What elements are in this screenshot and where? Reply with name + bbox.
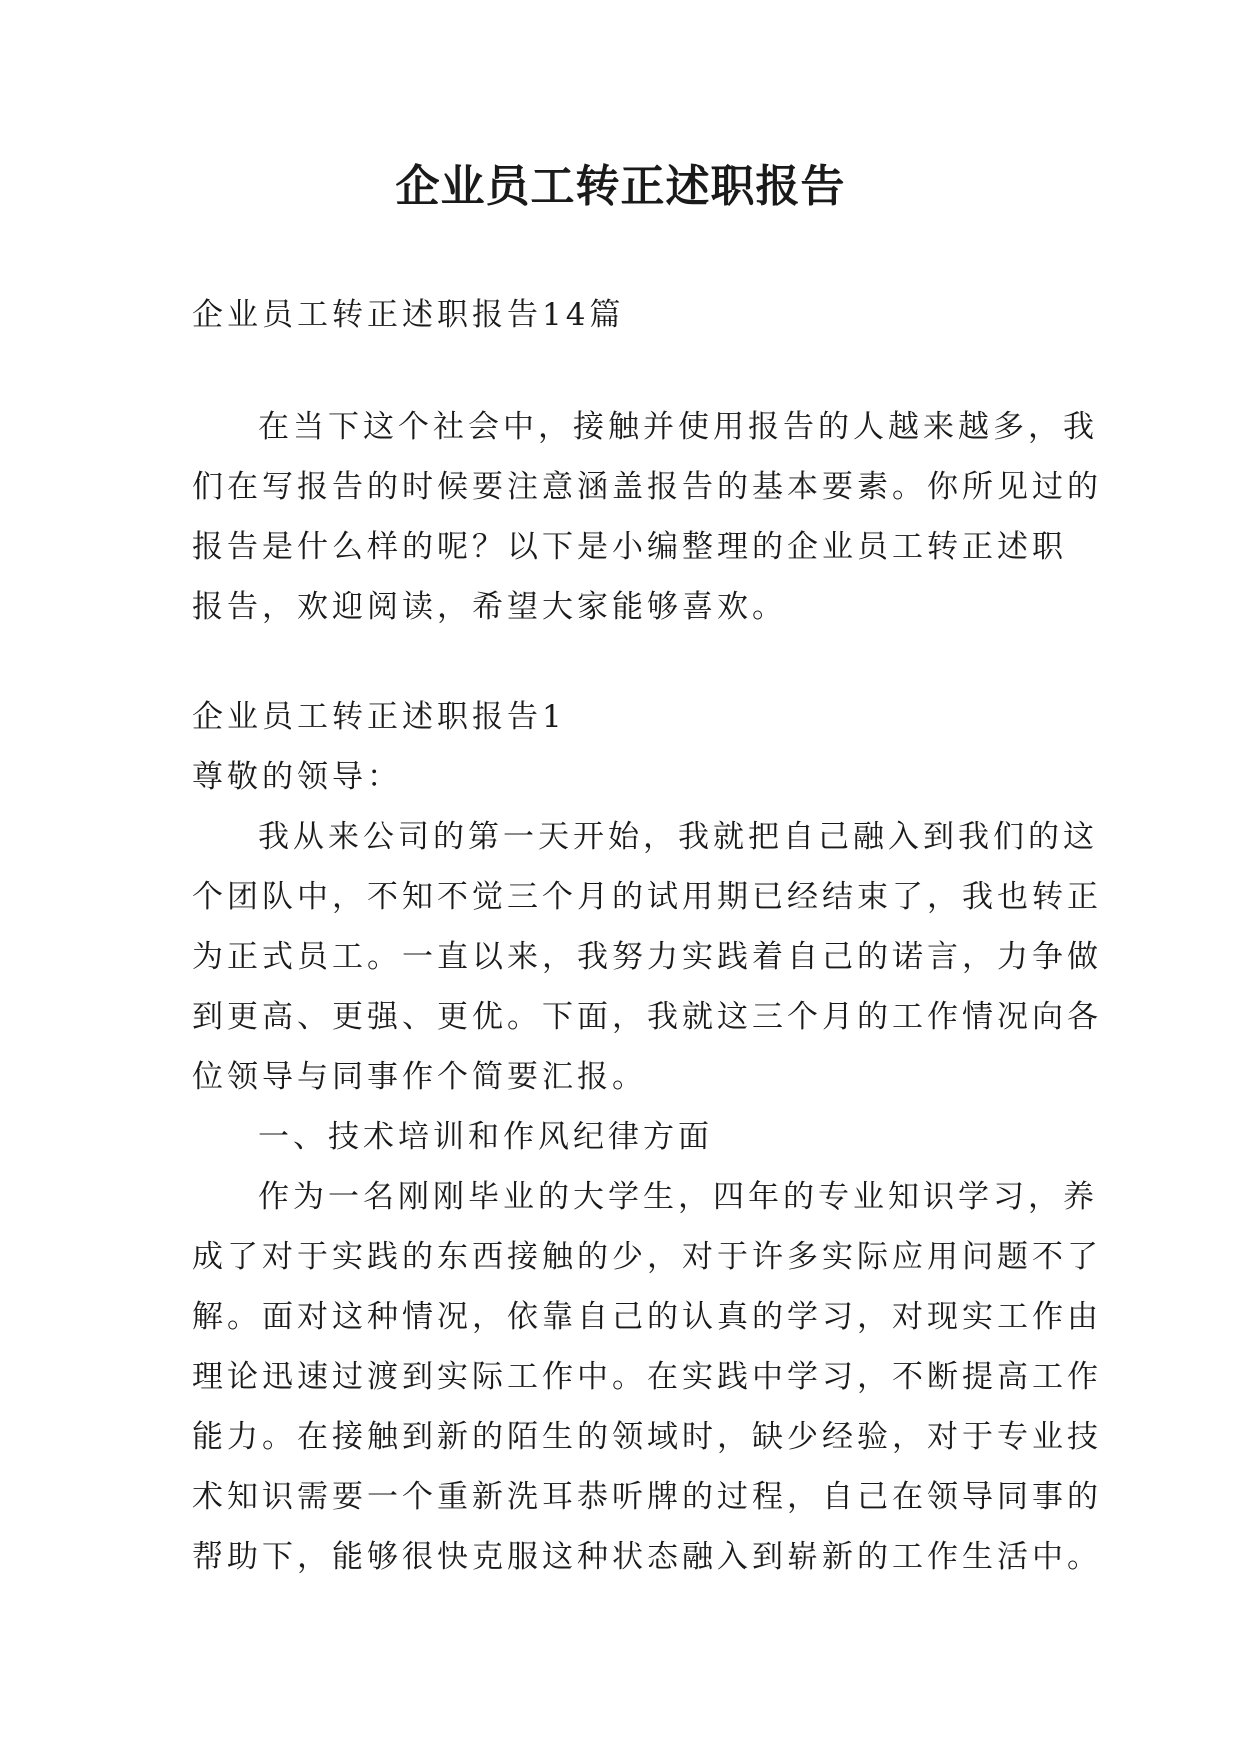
paragraph-line: 作为一名刚刚毕业的大学生，四年的专业知识学习，养	[258, 1179, 1098, 1215]
paragraph-line: 帮助下，能够很快克服这种状态融入到崭新的工作生活中。	[192, 1539, 1102, 1575]
paragraph-line: 个团队中，不知不觉三个月的试用期已经结束了，我也转正	[192, 879, 1102, 915]
sub-heading: 一、技术培训和作风纪律方面	[258, 1119, 713, 1155]
paragraph-line: 报告是什么样的呢？以下是小编整理的企业员工转正述职	[192, 529, 1067, 565]
paragraph-line: 解。面对这种情况，依靠自己的认真的学习，对现实工作由	[192, 1299, 1102, 1335]
paragraph-line: 理论迅速过渡到实际工作中。在实践中学习，不断提高工作	[192, 1359, 1102, 1395]
paragraph-line: 成了对于实践的东西接触的少，对于许多实际应用问题不了	[192, 1239, 1102, 1275]
section-heading: 企业员工转正述职报告1	[192, 699, 566, 735]
paragraph-line: 为正式员工。一直以来，我努力实践着自己的诺言，力争做	[192, 939, 1102, 975]
paragraph-line: 报告，欢迎阅读，希望大家能够喜欢。	[192, 589, 787, 625]
paragraph-line: 我从来公司的第一天开始，我就把自己融入到我们的这	[258, 819, 1098, 855]
body-paragraph-1	[192, 807, 1102, 1107]
paragraph-line: 们在写报告的时候要注意涵盖报告的基本要素。你所见过的	[192, 469, 1102, 505]
paragraph-line: 到更高、更强、更优。下面，我就这三个月的工作情况向各	[192, 999, 1102, 1035]
paragraph-line: 能力。在接触到新的陌生的领域时，缺少经验，对于专业技	[192, 1419, 1102, 1455]
document-subtitle: 企业员工转正述职报告14篇	[192, 297, 625, 333]
paragraph-line: 在当下这个社会中，接触并使用报告的人越来越多，我	[258, 409, 1098, 445]
document-title: 企业员工转正述职报告	[395, 161, 846, 212]
intro-paragraph	[192, 397, 1102, 637]
paragraph-line: 术知识需要一个重新洗耳恭听牌的过程，自己在领导同事的	[192, 1479, 1102, 1515]
body-paragraph-2	[192, 1167, 1102, 1587]
salutation: 尊敬的领导：	[192, 759, 402, 795]
paragraph-line: 位领导与同事作个简要汇报。	[192, 1059, 647, 1095]
document-body	[192, 285, 1102, 1587]
